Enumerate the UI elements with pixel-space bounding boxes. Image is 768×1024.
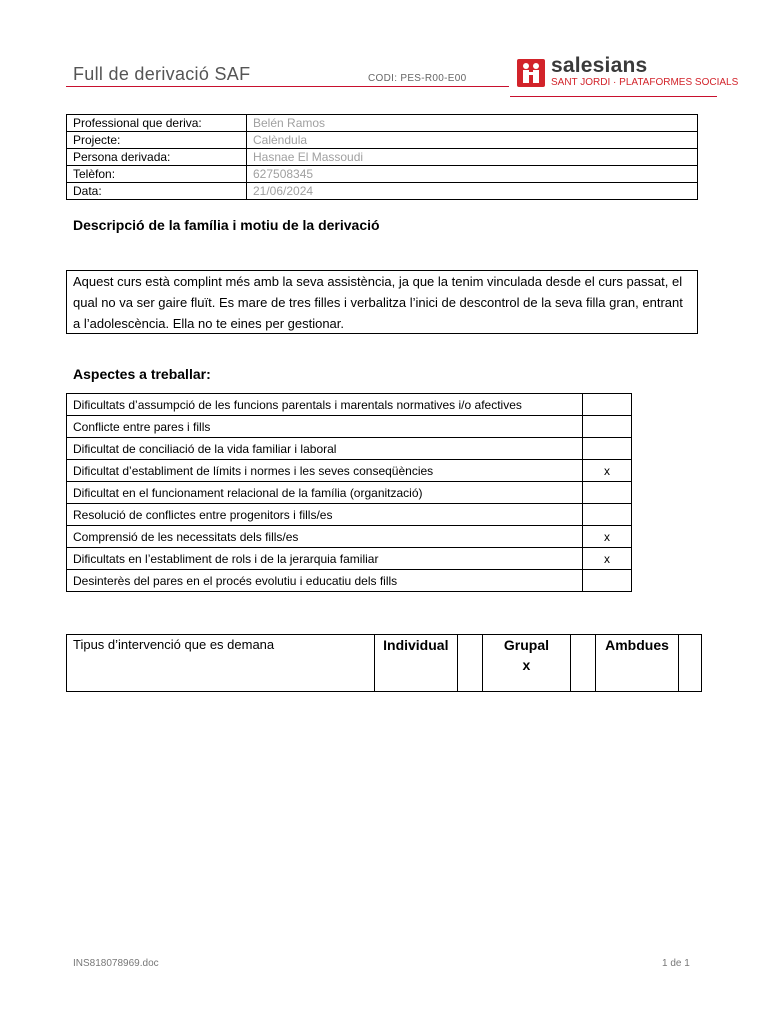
individual-checkbox[interactable]	[457, 635, 482, 692]
grupal-checkbox[interactable]	[571, 635, 596, 692]
logo-subtitle: SANT JORDI · PLATAFORMES SOCIALS	[551, 77, 739, 88]
aspect-mark[interactable]	[583, 504, 632, 526]
info-value[interactable]: 627508345	[247, 166, 698, 183]
aspect-mark[interactable]	[583, 394, 632, 416]
aspect-row	[67, 548, 632, 570]
intervention-table	[66, 634, 702, 692]
grupal-option	[482, 635, 571, 692]
info-value[interactable]: Calèndula	[247, 132, 698, 149]
referral-info-table	[66, 114, 698, 200]
aspect-label: Comprensió de les necessitats dels fills/es	[67, 526, 583, 548]
grupal-mark[interactable]: x	[522, 657, 531, 673]
aspect-row	[67, 416, 632, 438]
ambdues-checkbox[interactable]	[678, 635, 701, 692]
grupal-option-label: Grupal	[503, 637, 549, 653]
aspect-mark[interactable]: x	[583, 548, 632, 570]
aspect-row	[67, 504, 632, 526]
title-divider	[66, 86, 509, 87]
info-row	[67, 183, 698, 200]
info-value[interactable]: Hasnae El Massoudi	[247, 149, 698, 166]
document-code: CODI: PES-R00-E00	[368, 73, 467, 84]
info-value[interactable]: 21/06/2024	[247, 183, 698, 200]
description-text[interactable]: Aquest curs està complint més amb la seva assistència, ja que la tenim vinculada desde el curs passat, el qual no va ser gaire fluït. Es mare de tres filles i verbalitza l’inici de descontrol de la seva filla gran, entrant a l’adolescència. Ella no te eines per gestionar.	[66, 270, 698, 334]
aspect-label: Dificultats d’assumpció de les funcions parentals i marentals normatives i/o afectives	[67, 394, 583, 416]
aspect-mark[interactable]	[583, 438, 632, 460]
aspect-row	[67, 394, 632, 416]
aspect-mark[interactable]: x	[583, 526, 632, 548]
info-label: Persona derivada:	[67, 149, 247, 166]
aspect-row	[67, 570, 632, 592]
info-row	[67, 149, 698, 166]
aspect-label: Dificultats en l’establiment de rols i de la jerarquia familiar	[67, 548, 583, 570]
ambdues-option-label: Ambdues	[596, 635, 679, 692]
aspect-row	[67, 438, 632, 460]
info-label: Data:	[67, 183, 247, 200]
aspect-label: Resolució de conflictes entre progenitors i fills/es	[67, 504, 583, 526]
aspect-label: Dificultat de conciliació de la vida familiar i laboral	[67, 438, 583, 460]
footer-page-number: 1 de 1	[662, 958, 690, 969]
logo-divider	[510, 96, 717, 97]
intervention-label: Tipus d’intervenció que es demana	[67, 635, 375, 692]
info-label: Telèfon:	[67, 166, 247, 183]
aspects-table	[66, 393, 632, 592]
logo-name: salesians	[551, 54, 648, 77]
aspect-mark[interactable]: x	[583, 460, 632, 482]
aspect-label: Dificultat d’establiment de límits i normes i les seves conseqüències	[67, 460, 583, 482]
aspect-label: Desinterès del pares en el procés evolutiu i educatiu dels fills	[67, 570, 583, 592]
aspect-mark[interactable]	[583, 570, 632, 592]
info-row	[67, 132, 698, 149]
individual-option-label: Individual	[374, 635, 457, 692]
info-value[interactable]: Belén Ramos	[247, 115, 698, 132]
info-label: Projecte:	[67, 132, 247, 149]
logo-figures-icon	[517, 59, 545, 87]
aspect-label: Dificultat en el funcionament relacional de la família (organització)	[67, 482, 583, 504]
aspect-mark[interactable]	[583, 416, 632, 438]
aspect-label: Conflicte entre pares i fills	[67, 416, 583, 438]
footer-filename: INS818078969.doc	[73, 958, 159, 969]
aspects-heading: Aspectes a treballar:	[73, 366, 211, 382]
aspect-row	[67, 526, 632, 548]
intervention-row	[67, 635, 702, 692]
info-row	[67, 115, 698, 132]
document-title: Full de derivació SAF	[73, 64, 251, 84]
aspect-row	[67, 482, 632, 504]
aspect-row	[67, 460, 632, 482]
description-heading: Descripció de la família i motiu de la derivació	[73, 217, 380, 233]
info-label: Professional que deriva:	[67, 115, 247, 132]
salesians-logo	[517, 54, 739, 91]
aspect-mark[interactable]	[583, 482, 632, 504]
info-row	[67, 166, 698, 183]
